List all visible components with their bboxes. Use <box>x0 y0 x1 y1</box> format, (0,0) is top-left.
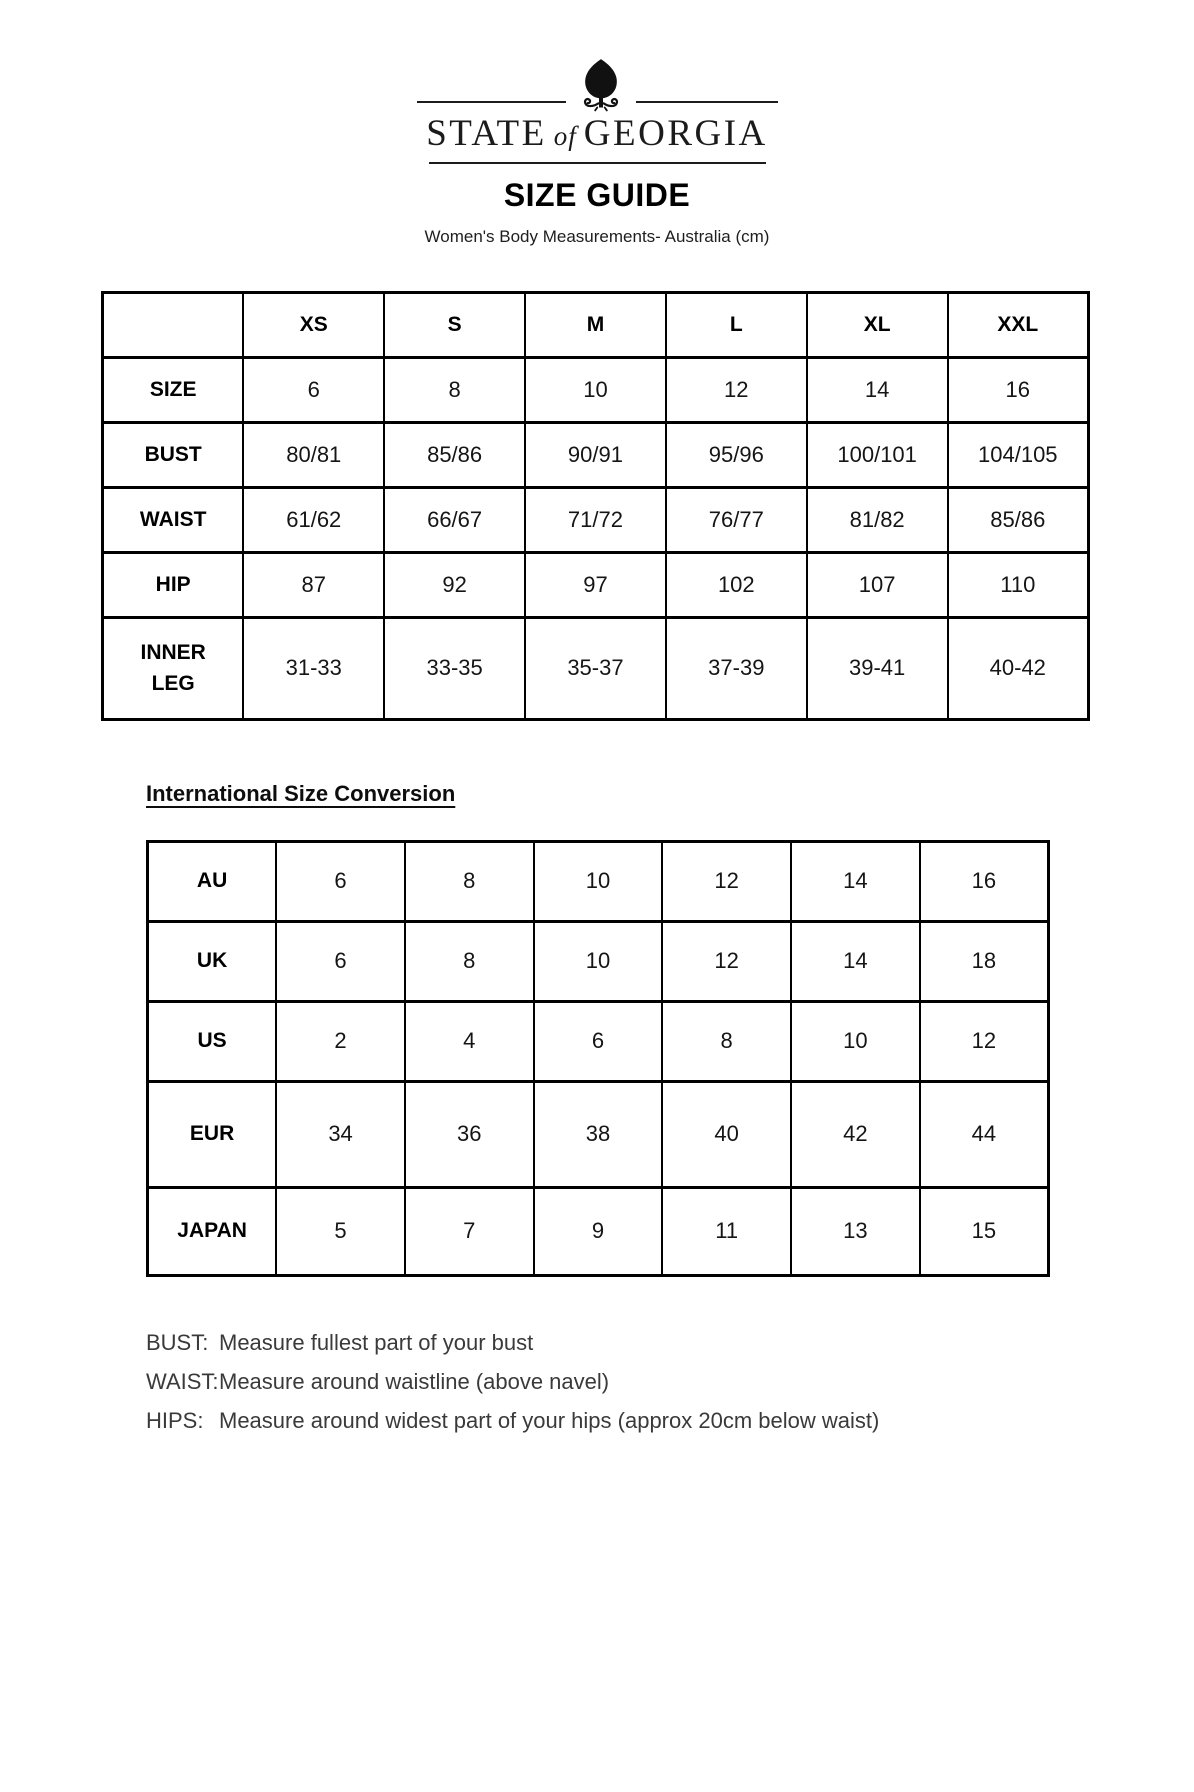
value-cell: 12 <box>662 921 791 1001</box>
conversion-heading: International Size Conversion <box>146 780 456 806</box>
note-label: HIPS: <box>146 1407 204 1433</box>
value-cell: 11 <box>662 1187 791 1275</box>
value-cell: 12 <box>920 1001 1049 1081</box>
value-cell: 13 <box>791 1187 920 1275</box>
brand-name-georgia: GEORGIA <box>583 113 768 154</box>
value-cell: 81/82 <box>807 487 948 552</box>
value-cell: 100/101 <box>807 422 948 487</box>
value-cell: 10 <box>525 357 666 422</box>
value-cell: 87 <box>243 552 384 617</box>
note-label: WAIST: <box>146 1368 219 1394</box>
note-row <box>146 1323 1194 1362</box>
conversion-table <box>146 840 1050 1277</box>
row-label-cell: INNER LEG <box>103 617 244 719</box>
value-cell: 8 <box>405 841 534 921</box>
value-cell: 36 <box>405 1081 534 1187</box>
row-label-cell: BUST <box>103 422 244 487</box>
logo-rule-right <box>636 101 778 103</box>
value-cell: 10 <box>534 841 663 921</box>
value-cell: 2 <box>276 1001 405 1081</box>
row-label-cell: AU <box>148 841 277 921</box>
column-header-m: M <box>525 292 666 357</box>
value-cell: 80/81 <box>243 422 384 487</box>
value-cell: 14 <box>791 921 920 1001</box>
brand-header <box>0 0 1194 247</box>
brand-logo <box>0 56 1194 110</box>
column-header-xl: XL <box>807 292 948 357</box>
value-cell: 6 <box>276 921 405 1001</box>
row-label-cell: UK <box>148 921 277 1001</box>
row-label-cell: WAIST <box>103 487 244 552</box>
note-text: Measure fullest part of your bust <box>219 1329 534 1355</box>
column-header-xs: XS <box>243 292 384 357</box>
value-cell: 61/62 <box>243 487 384 552</box>
column-header-s: S <box>384 292 525 357</box>
value-cell: 40 <box>662 1081 791 1187</box>
value-cell: 15 <box>920 1187 1049 1275</box>
value-cell: 85/86 <box>948 487 1089 552</box>
column-header-l: L <box>666 292 807 357</box>
note-text: Measure around widest part of your hips (approx 20cm below waist) <box>219 1407 880 1433</box>
value-cell: 16 <box>920 841 1049 921</box>
table-row <box>103 422 1089 487</box>
value-cell: 7 <box>405 1187 534 1275</box>
table-row <box>103 552 1089 617</box>
value-cell: 5 <box>276 1187 405 1275</box>
column-header-xxl: XXL <box>948 292 1089 357</box>
logo-rule-left <box>417 101 566 103</box>
value-cell: 44 <box>920 1081 1049 1187</box>
row-label-cell: SIZE <box>103 357 244 422</box>
logo-underline-rule <box>429 162 766 164</box>
table-row <box>148 1001 1049 1081</box>
value-cell: 90/91 <box>525 422 666 487</box>
note-label: BUST: <box>146 1329 209 1355</box>
value-cell: 12 <box>662 841 791 921</box>
brand-name <box>0 114 1194 155</box>
value-cell: 76/77 <box>666 487 807 552</box>
value-cell: 71/72 <box>525 487 666 552</box>
value-cell: 10 <box>791 1001 920 1081</box>
table-row <box>148 921 1049 1001</box>
value-cell: 8 <box>662 1001 791 1081</box>
value-cell: 40-42 <box>948 617 1089 719</box>
brand-name-state: STATE <box>426 113 547 154</box>
row-label-cell: EUR <box>148 1081 277 1187</box>
brand-name-of: of <box>553 121 577 151</box>
value-cell: 6 <box>534 1001 663 1081</box>
value-cell: 6 <box>243 357 384 422</box>
table-row <box>103 487 1089 552</box>
value-cell: 39-41 <box>807 617 948 719</box>
row-label-cell: HIP <box>103 552 244 617</box>
page-title: SIZE GUIDE <box>503 176 691 213</box>
value-cell: 8 <box>384 357 525 422</box>
page-subtitle: Women's Body Measurements- Australia (cm) <box>424 226 770 246</box>
value-cell: 14 <box>791 841 920 921</box>
value-cell: 10 <box>534 921 663 1001</box>
table-row <box>148 1081 1049 1187</box>
note-row <box>146 1401 1194 1440</box>
table-row <box>148 1187 1049 1275</box>
value-cell: 66/67 <box>384 487 525 552</box>
header-row <box>103 292 1089 357</box>
value-cell: 6 <box>276 841 405 921</box>
value-cell: 14 <box>807 357 948 422</box>
value-cell: 42 <box>791 1081 920 1187</box>
value-cell: 8 <box>405 921 534 1001</box>
value-cell: 102 <box>666 552 807 617</box>
table-row <box>103 357 1089 422</box>
measurements-table <box>101 291 1090 721</box>
value-cell: 9 <box>534 1187 663 1275</box>
value-cell: 31-33 <box>243 617 384 719</box>
row-label-cell: JAPAN <box>148 1187 277 1275</box>
table-row <box>148 841 1049 921</box>
value-cell: 4 <box>405 1001 534 1081</box>
value-cell: 110 <box>948 552 1089 617</box>
value-cell: 85/86 <box>384 422 525 487</box>
value-cell: 104/105 <box>948 422 1089 487</box>
value-cell: 18 <box>920 921 1049 1001</box>
tree-icon <box>576 57 626 113</box>
note-text: Measure around waistline (above navel) <box>219 1368 610 1394</box>
table-row <box>103 617 1089 719</box>
measurement-notes <box>146 1323 1194 1440</box>
value-cell: 92 <box>384 552 525 617</box>
value-cell: 97 <box>525 552 666 617</box>
value-cell: 12 <box>666 357 807 422</box>
corner-cell <box>103 292 244 357</box>
value-cell: 35-37 <box>525 617 666 719</box>
value-cell: 33-35 <box>384 617 525 719</box>
value-cell: 38 <box>534 1081 663 1187</box>
value-cell: 16 <box>948 357 1089 422</box>
value-cell: 37-39 <box>666 617 807 719</box>
note-row <box>146 1362 1194 1401</box>
value-cell: 107 <box>807 552 948 617</box>
value-cell: 34 <box>276 1081 405 1187</box>
value-cell: 95/96 <box>666 422 807 487</box>
row-label-cell: US <box>148 1001 277 1081</box>
